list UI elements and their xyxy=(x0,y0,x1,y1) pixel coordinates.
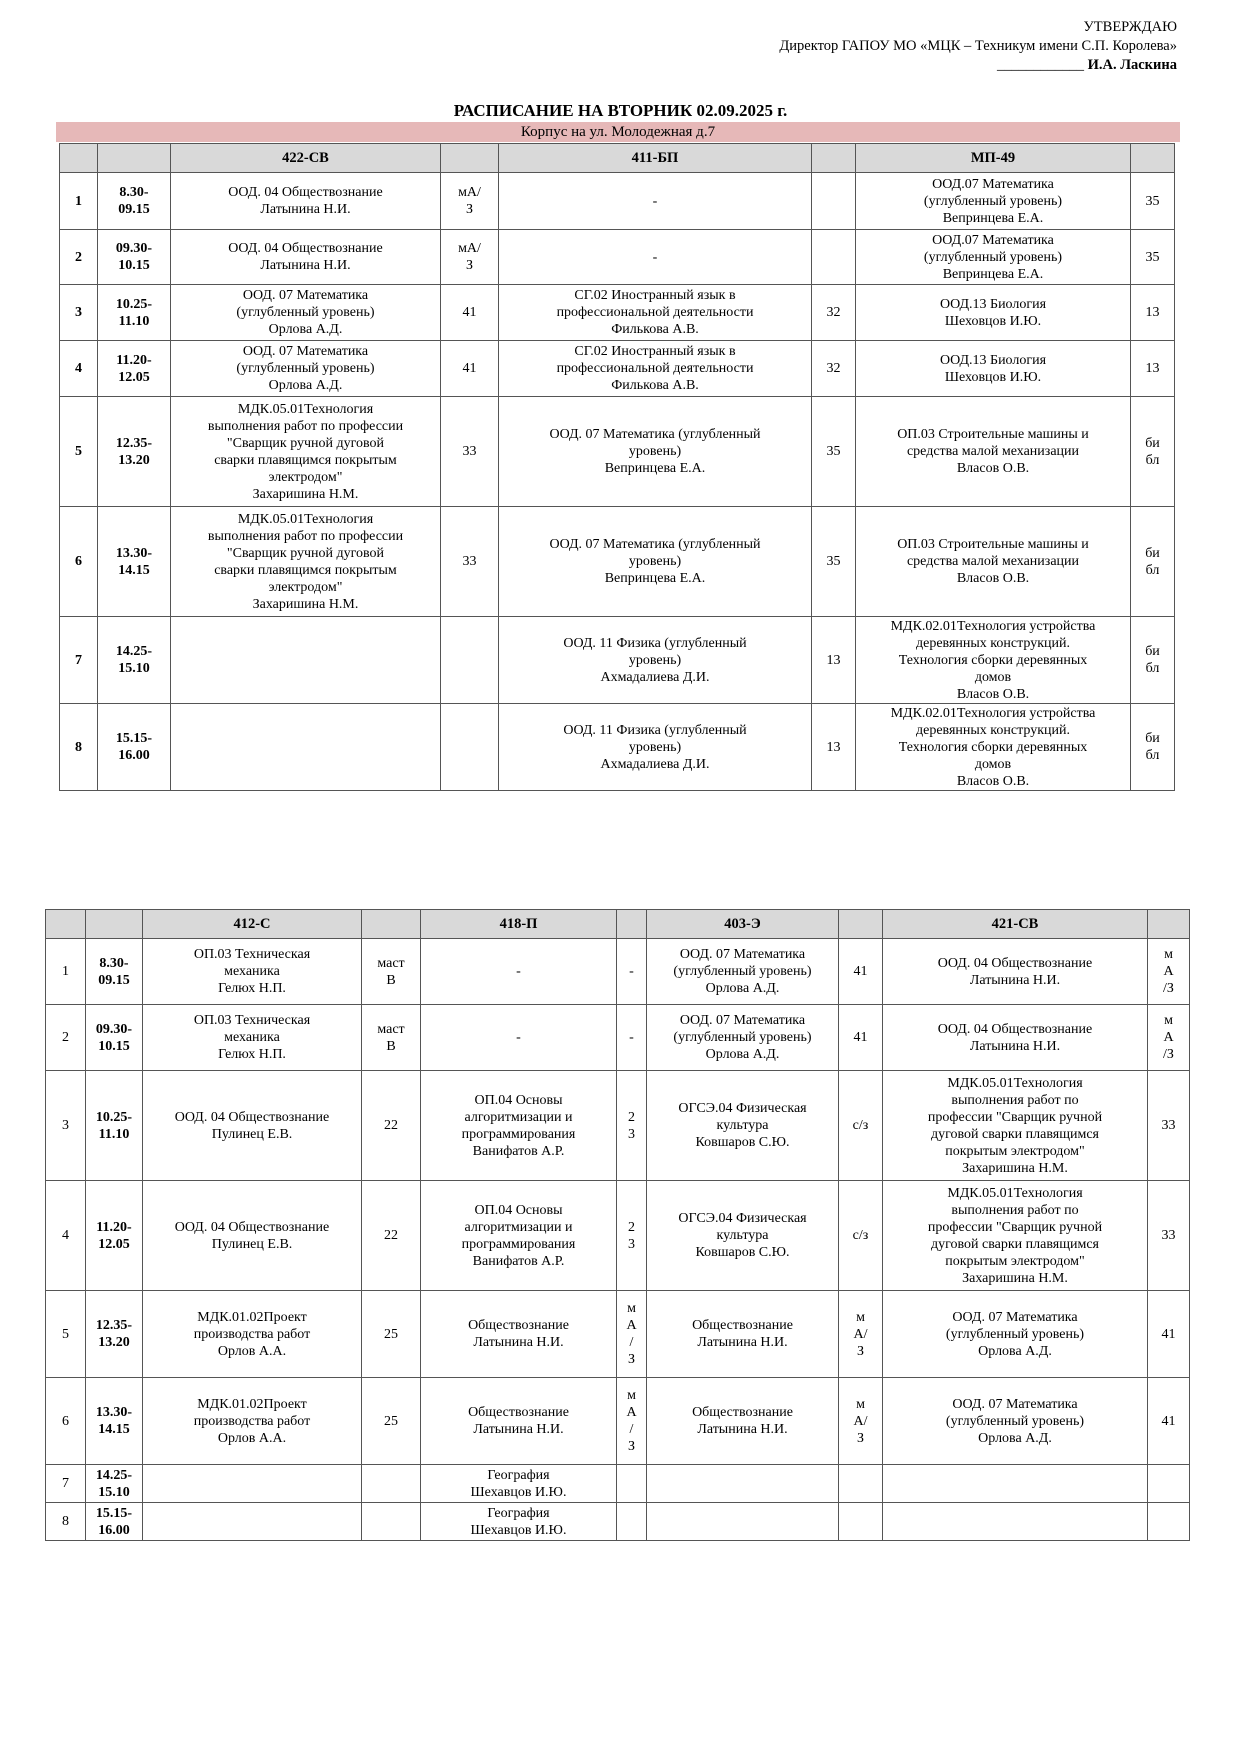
room-cell: м А /З xyxy=(1148,1005,1190,1071)
lesson-cell: ОП.04 Основы алгоритмизации и программирования Ванифатов А.Р. xyxy=(421,1181,617,1291)
lesson-number: 8 xyxy=(46,1503,86,1541)
lesson-cell: СГ.02 Иностранный язык в профессиональной деятельности Филькова А.В. xyxy=(499,341,812,397)
header-room xyxy=(812,144,856,173)
room-cell: 41 xyxy=(1148,1291,1190,1378)
approval-position: Директор ГАПОУ МО «МЦК – Техникум имени С.П. Королева» xyxy=(779,38,1177,54)
room-cell xyxy=(1148,1465,1190,1503)
room-cell: м А/ З xyxy=(839,1378,883,1465)
room-cell: мА/ З xyxy=(441,173,499,230)
lesson-cell xyxy=(171,617,441,704)
lesson-number: 3 xyxy=(46,1071,86,1181)
group-header: 421-СВ xyxy=(883,910,1148,939)
lesson-number: 3 xyxy=(60,285,98,341)
room-cell: 41 xyxy=(1148,1378,1190,1465)
lesson-number: 8 xyxy=(60,704,98,791)
room-cell: м А /З xyxy=(1148,939,1190,1005)
lesson-cell xyxy=(143,1465,362,1503)
building-banner: Корпус на ул. Молодежная д.7 xyxy=(56,122,1180,142)
room-cell: 41 xyxy=(441,285,499,341)
group-header: МП-49 xyxy=(856,144,1131,173)
room-cell: мА/ З xyxy=(441,230,499,285)
lesson-time: 11.20- 12.05 xyxy=(86,1181,143,1291)
table-row xyxy=(60,704,1175,791)
room-cell xyxy=(1148,1503,1190,1541)
lesson-number: 1 xyxy=(60,173,98,230)
lesson-cell: - xyxy=(421,1005,617,1071)
lesson-time: 12.35- 13.20 xyxy=(86,1291,143,1378)
lesson-cell: ООД.07 Математика (углубленный уровень) Вепринцева Е.А. xyxy=(856,173,1131,230)
lesson-cell: - xyxy=(499,230,812,285)
group-header: 411-БП xyxy=(499,144,812,173)
lesson-number: 2 xyxy=(60,230,98,285)
lesson-number: 7 xyxy=(46,1465,86,1503)
lesson-cell: МДК.05.01Технология выполнения работ по профессии "Сварщик ручной дуговой сварки плавящимся покрытым электродом" Захаришина Н.М. xyxy=(883,1181,1148,1291)
lesson-number: 4 xyxy=(60,341,98,397)
lesson-time: 12.35- 13.20 xyxy=(98,397,171,507)
lesson-cell xyxy=(647,1503,839,1541)
schedule-table-1 xyxy=(59,143,1175,791)
room-cell: би бл xyxy=(1131,507,1175,617)
lesson-number: 2 xyxy=(46,1005,86,1071)
lesson-cell xyxy=(883,1503,1148,1541)
lesson-cell: - xyxy=(499,173,812,230)
lesson-cell xyxy=(647,1465,839,1503)
lesson-cell: ООД. 07 Математика (углубленный уровень) Орлова А.Д. xyxy=(647,1005,839,1071)
lesson-cell xyxy=(883,1465,1148,1503)
room-cell: 33 xyxy=(441,397,499,507)
lesson-cell: Обществознание Латынина Н.И. xyxy=(647,1291,839,1378)
room-cell: 41 xyxy=(839,1005,883,1071)
room-cell xyxy=(617,1503,647,1541)
lesson-cell: ООД. 11 Физика (углубленный уровень) Ахмадалиева Д.И. xyxy=(499,617,812,704)
room-cell: 22 xyxy=(362,1181,421,1291)
lesson-cell: ОП.03 Техническая механика Гелюх Н.П. xyxy=(143,939,362,1005)
lesson-cell: СГ.02 Иностранный язык в профессиональной деятельности Филькова А.В. xyxy=(499,285,812,341)
header-time xyxy=(86,910,143,939)
room-cell: 13 xyxy=(1131,341,1175,397)
room-cell: 25 xyxy=(362,1378,421,1465)
room-cell: 41 xyxy=(839,939,883,1005)
room-cell: 13 xyxy=(1131,285,1175,341)
approval-signature xyxy=(779,56,1177,75)
room-cell: 32 xyxy=(812,341,856,397)
lesson-number: 6 xyxy=(46,1378,86,1465)
room-cell: би бл xyxy=(1131,397,1175,507)
lesson-time: 09.30- 10.15 xyxy=(98,230,171,285)
lesson-time: 13.30- 14.15 xyxy=(98,507,171,617)
room-cell: м А / З xyxy=(617,1291,647,1378)
room-cell: 2 3 xyxy=(617,1181,647,1291)
room-cell xyxy=(441,704,499,791)
lesson-cell: ООД. 07 Математика (углубленный уровень) Орлова А.Д. xyxy=(171,341,441,397)
header-room xyxy=(362,910,421,939)
lesson-cell: ООД. 07 Математика (углубленный уровень) Вепринцева Е.А. xyxy=(499,507,812,617)
lesson-number: 1 xyxy=(46,939,86,1005)
group-header: 403-Э xyxy=(647,910,839,939)
lesson-cell: - xyxy=(421,939,617,1005)
table-row xyxy=(46,1503,1190,1541)
lesson-cell: ОГСЭ.04 Физическая культура Ковшаров С.Ю. xyxy=(647,1071,839,1181)
lesson-cell: ООД. 04 Обществознание Латынина Н.И. xyxy=(171,230,441,285)
lesson-number: 7 xyxy=(60,617,98,704)
lesson-cell: ООД. 04 Обществознание Латынина Н.И. xyxy=(171,173,441,230)
lesson-cell: ОП.04 Основы алгоритмизации и программирования Ванифатов А.Р. xyxy=(421,1071,617,1181)
table-row xyxy=(60,397,1175,507)
group-header: 422-СВ xyxy=(171,144,441,173)
room-cell: 25 xyxy=(362,1291,421,1378)
lesson-time: 14.25- 15.10 xyxy=(98,617,171,704)
lesson-cell: ООД. 07 Математика (углубленный уровень) Вепринцева Е.А. xyxy=(499,397,812,507)
room-cell: с/з xyxy=(839,1071,883,1181)
lesson-cell: ОП.03 Техническая механика Гелюх Н.П. xyxy=(143,1005,362,1071)
lesson-cell: Обществознание Латынина Н.И. xyxy=(421,1291,617,1378)
lesson-number: 5 xyxy=(60,397,98,507)
room-cell: 33 xyxy=(1148,1071,1190,1181)
lesson-cell: ООД. 11 Физика (углубленный уровень) Ахмадалиева Д.И. xyxy=(499,704,812,791)
header-num xyxy=(46,910,86,939)
room-cell xyxy=(812,173,856,230)
lesson-cell: ООД. 04 Обществознание Пулинец Е.В. xyxy=(143,1181,362,1291)
room-cell: 41 xyxy=(441,341,499,397)
room-cell: м А/ З xyxy=(839,1291,883,1378)
room-cell: 32 xyxy=(812,285,856,341)
lesson-cell: МДК.02.01Технология устройства деревянных конструкций. Технология сборки деревянных домов Власов О.В. xyxy=(856,617,1131,704)
table-row xyxy=(60,617,1175,704)
header-room xyxy=(1131,144,1175,173)
header-num xyxy=(60,144,98,173)
lesson-cell: География Шехавцов И.Ю. xyxy=(421,1503,617,1541)
room-cell xyxy=(617,1465,647,1503)
lesson-cell: ООД.07 Математика (углубленный уровень) Вепринцева Е.А. xyxy=(856,230,1131,285)
room-cell: 13 xyxy=(812,704,856,791)
lesson-cell: МДК.01.02Проект производства работ Орлов А.А. xyxy=(143,1291,362,1378)
lesson-time: 13.30- 14.15 xyxy=(86,1378,143,1465)
room-cell xyxy=(839,1465,883,1503)
room-cell: - xyxy=(617,1005,647,1071)
room-cell: би бл xyxy=(1131,617,1175,704)
table-row xyxy=(60,507,1175,617)
approval-block xyxy=(779,18,1177,75)
lesson-cell: География Шехавцов И.Ю. xyxy=(421,1465,617,1503)
table-row xyxy=(46,1071,1190,1181)
signature-line: ____________ xyxy=(996,57,1084,73)
lesson-time: 11.20- 12.05 xyxy=(98,341,171,397)
room-cell: 33 xyxy=(441,507,499,617)
lesson-number: 5 xyxy=(46,1291,86,1378)
schedule-table-2 xyxy=(45,909,1190,1541)
room-cell: 35 xyxy=(812,397,856,507)
room-cell: 2 3 xyxy=(617,1071,647,1181)
room-cell xyxy=(362,1465,421,1503)
header-room xyxy=(441,144,499,173)
lesson-cell xyxy=(143,1503,362,1541)
lesson-time: 15.15- 16.00 xyxy=(98,704,171,791)
room-cell: - xyxy=(617,939,647,1005)
lesson-cell: ООД. 07 Математика (углубленный уровень) Орлова А.Д. xyxy=(171,285,441,341)
room-cell xyxy=(441,617,499,704)
lesson-time: 10.25- 11.10 xyxy=(98,285,171,341)
lesson-cell: ООД. 04 Обществознание Латынина Н.И. xyxy=(883,939,1148,1005)
page-title: РАСПИСАНИЕ НА ВТОРНИК 02.09.2025 г. xyxy=(453,101,788,120)
table-row xyxy=(46,1291,1190,1378)
table-header-row xyxy=(46,910,1190,939)
lesson-cell: МДК.02.01Технология устройства деревянных конструкций. Технология сборки деревянных домов Власов О.В. xyxy=(856,704,1131,791)
lesson-time: 09.30- 10.15 xyxy=(86,1005,143,1071)
room-cell: маст В xyxy=(362,939,421,1005)
room-cell xyxy=(362,1503,421,1541)
lesson-cell: ООД. 04 Обществознание Латынина Н.И. xyxy=(883,1005,1148,1071)
lesson-cell: ОП.03 Строительные машины и средства малой механизации Власов О.В. xyxy=(856,507,1131,617)
table-header-row xyxy=(60,144,1175,173)
table-row xyxy=(46,939,1190,1005)
lesson-cell: ООД.13 Биология Шеховцов И.Ю. xyxy=(856,341,1131,397)
table-row xyxy=(60,173,1175,230)
lesson-time: 8.30- 09.15 xyxy=(86,939,143,1005)
table-row xyxy=(60,341,1175,397)
lesson-time: 10.25- 11.10 xyxy=(86,1071,143,1181)
lesson-cell: МДК.05.01Технология выполнения работ по профессии "Сварщик ручной дуговой сварки плавящимся покрытым электродом" Захаришина Н.М. xyxy=(171,397,441,507)
lesson-cell: ОП.03 Строительные машины и средства малой механизации Власов О.В. xyxy=(856,397,1131,507)
lesson-cell: ООД. 04 Обществознание Пулинец Е.В. xyxy=(143,1071,362,1181)
lesson-cell: ООД.13 Биология Шеховцов И.Ю. xyxy=(856,285,1131,341)
lesson-time: 8.30- 09.15 xyxy=(98,173,171,230)
table-row xyxy=(60,230,1175,285)
header-room xyxy=(1148,910,1190,939)
room-cell: маст В xyxy=(362,1005,421,1071)
lesson-cell: ООД. 07 Математика (углубленный уровень) Орлова А.Д. xyxy=(883,1378,1148,1465)
header-time xyxy=(98,144,171,173)
table-row xyxy=(46,1005,1190,1071)
lesson-cell: Обществознание Латынина Н.И. xyxy=(421,1378,617,1465)
lesson-cell: МДК.01.02Проект производства работ Орлов А.А. xyxy=(143,1378,362,1465)
table-row xyxy=(46,1378,1190,1465)
lesson-number: 4 xyxy=(46,1181,86,1291)
room-cell: м А / З xyxy=(617,1378,647,1465)
header-room xyxy=(839,910,883,939)
table-row xyxy=(60,285,1175,341)
room-cell: 35 xyxy=(1131,230,1175,285)
room-cell: 22 xyxy=(362,1071,421,1181)
approver-name: И.А. Ласкина xyxy=(1087,57,1177,73)
room-cell xyxy=(839,1503,883,1541)
lesson-cell: ООД. 07 Математика (углубленный уровень) Орлова А.Д. xyxy=(883,1291,1148,1378)
room-cell: 35 xyxy=(812,507,856,617)
group-header: 418-П xyxy=(421,910,617,939)
header-room xyxy=(617,910,647,939)
room-cell xyxy=(812,230,856,285)
lesson-cell: МДК.05.01Технология выполнения работ по профессии "Сварщик ручной дуговой сварки плавящимся покрытым электродом" Захаришина Н.М. xyxy=(171,507,441,617)
lesson-time: 15.15- 16.00 xyxy=(86,1503,143,1541)
room-cell: 35 xyxy=(1131,173,1175,230)
room-cell: 33 xyxy=(1148,1181,1190,1291)
room-cell: 13 xyxy=(812,617,856,704)
table-row xyxy=(46,1181,1190,1291)
table-row xyxy=(46,1465,1190,1503)
lesson-cell: Обществознание Латынина Н.И. xyxy=(647,1378,839,1465)
lesson-cell: МДК.05.01Технология выполнения работ по профессии "Сварщик ручной дуговой сварки плавящимся покрытым электродом" Захаришина Н.М. xyxy=(883,1071,1148,1181)
group-header: 412-С xyxy=(143,910,362,939)
lesson-time: 14.25- 15.10 xyxy=(86,1465,143,1503)
approval-heading: УТВЕРЖДАЮ xyxy=(1083,19,1177,35)
lesson-cell: ООД. 07 Математика (углубленный уровень) Орлова А.Д. xyxy=(647,939,839,1005)
lesson-cell xyxy=(171,704,441,791)
lesson-cell: ОГСЭ.04 Физическая культура Ковшаров С.Ю. xyxy=(647,1181,839,1291)
lesson-number: 6 xyxy=(60,507,98,617)
room-cell: с/з xyxy=(839,1181,883,1291)
room-cell: би бл xyxy=(1131,704,1175,791)
